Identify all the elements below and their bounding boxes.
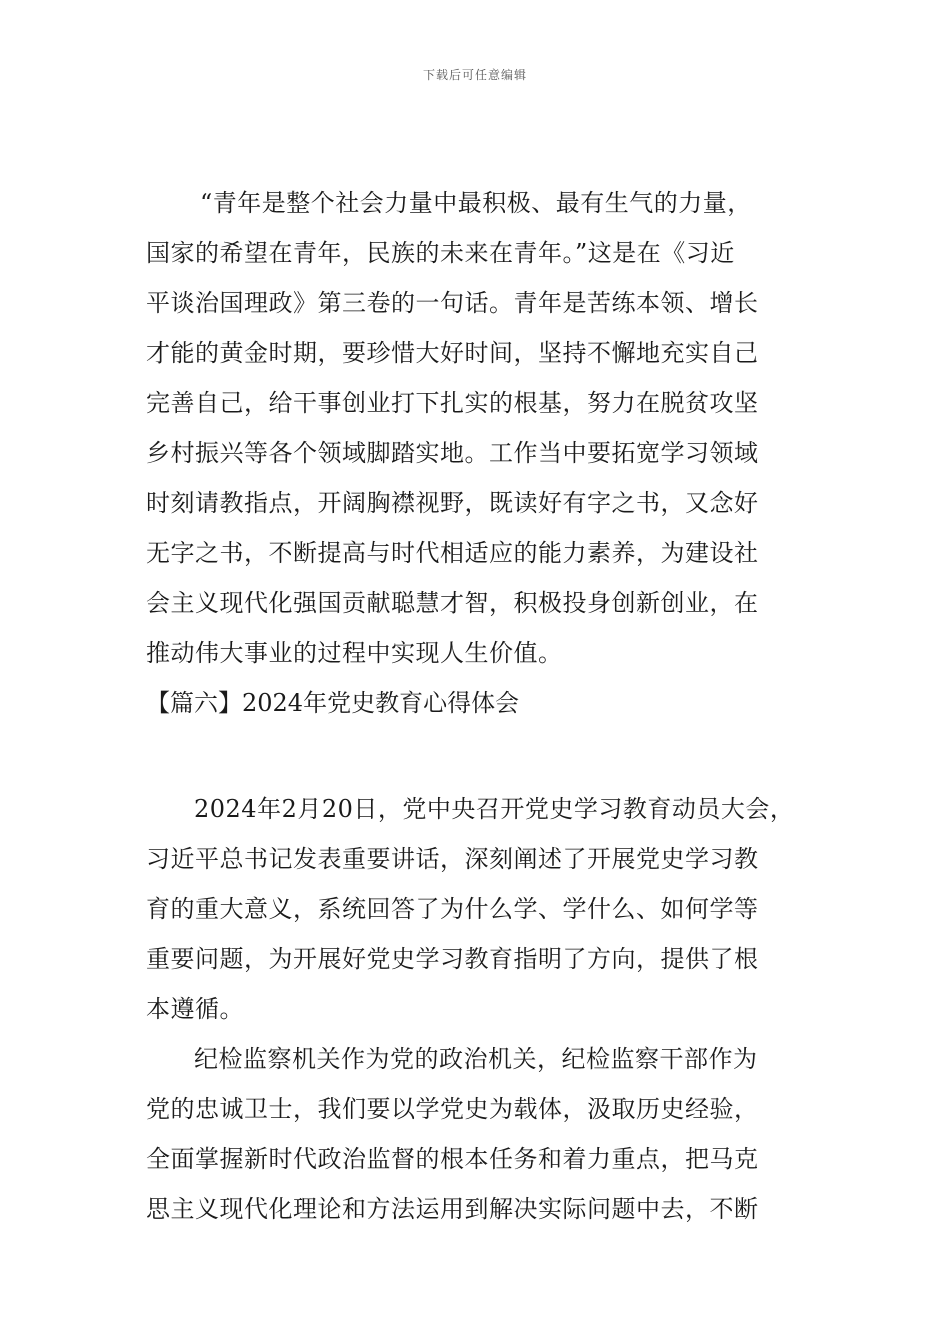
header-note: 下载后可任意编辑	[422, 68, 527, 82]
section-spacer	[146, 728, 818, 784]
paragraph-line: 全面掌握新时代政治监督的根本任务和着力重点，把马克	[146, 1145, 759, 1173]
paragraph-2	[146, 784, 818, 1034]
paragraph-line: 纪检监察机关作为党的政治机关，纪检监察干部作为	[194, 1045, 758, 1073]
paragraph-1	[146, 178, 818, 678]
paragraph-line: 乡村振兴等各个领域脚踏实地。工作当中要拓宽学习领域	[146, 439, 759, 467]
paragraph-3	[146, 1034, 818, 1234]
paragraph-line: 育的重大意义，系统回答了为什么学、学什么、如何学等	[146, 895, 759, 923]
paragraph-line: “青年是整个社会力量中最积极、最有生气的力量，	[200, 189, 752, 217]
paragraph-line: 国家的希望在青年，民族的未来在青年。”这是在《习近	[146, 239, 735, 267]
paragraph-line: 重要问题，为开展好党史学习教育指明了方向，提供了根	[146, 945, 759, 973]
paragraph-line: 完善自己，给干事创业打下扎实的根基，努力在脱贫攻坚	[146, 389, 759, 417]
paragraph-line: 2024年2月20日，党中央召开党史学习教育动员大会，	[194, 795, 795, 823]
document-body	[146, 178, 818, 1234]
paragraph-line: 会主义现代化强国贡献聪慧才智，积极投身创新创业，在	[146, 589, 759, 617]
paragraph-line: 平谈治国理政》第三卷的一句话。青年是苦练本领、增长	[146, 289, 759, 317]
paragraph-line: 无字之书，不断提高与时代相适应的能力素养，为建设社	[146, 539, 759, 567]
paragraph-line: 本遵循。	[146, 995, 244, 1023]
paragraph-line: 思主义现代化理论和方法运用到解决实际问题中去，不断	[146, 1195, 759, 1223]
paragraph-line: 习近平总书记发表重要讲话，深刻阐述了开展党史学习教	[146, 845, 759, 873]
paragraph-line: 时刻请教指点，开阔胸襟视野，既读好有字之书，又念好	[146, 489, 759, 517]
paragraph-line: 才能的黄金时期，要珍惜大好时间，坚持不懈地充实自己	[146, 339, 759, 367]
paragraph-line: 推动伟大事业的过程中实现人生价值。	[146, 639, 563, 667]
section-heading: 【篇六】2024年党史教育心得体会	[146, 689, 520, 717]
paragraph-line: 党的忠诚卫士，我们要以学党史为载体，汲取历史经验，	[146, 1095, 759, 1123]
